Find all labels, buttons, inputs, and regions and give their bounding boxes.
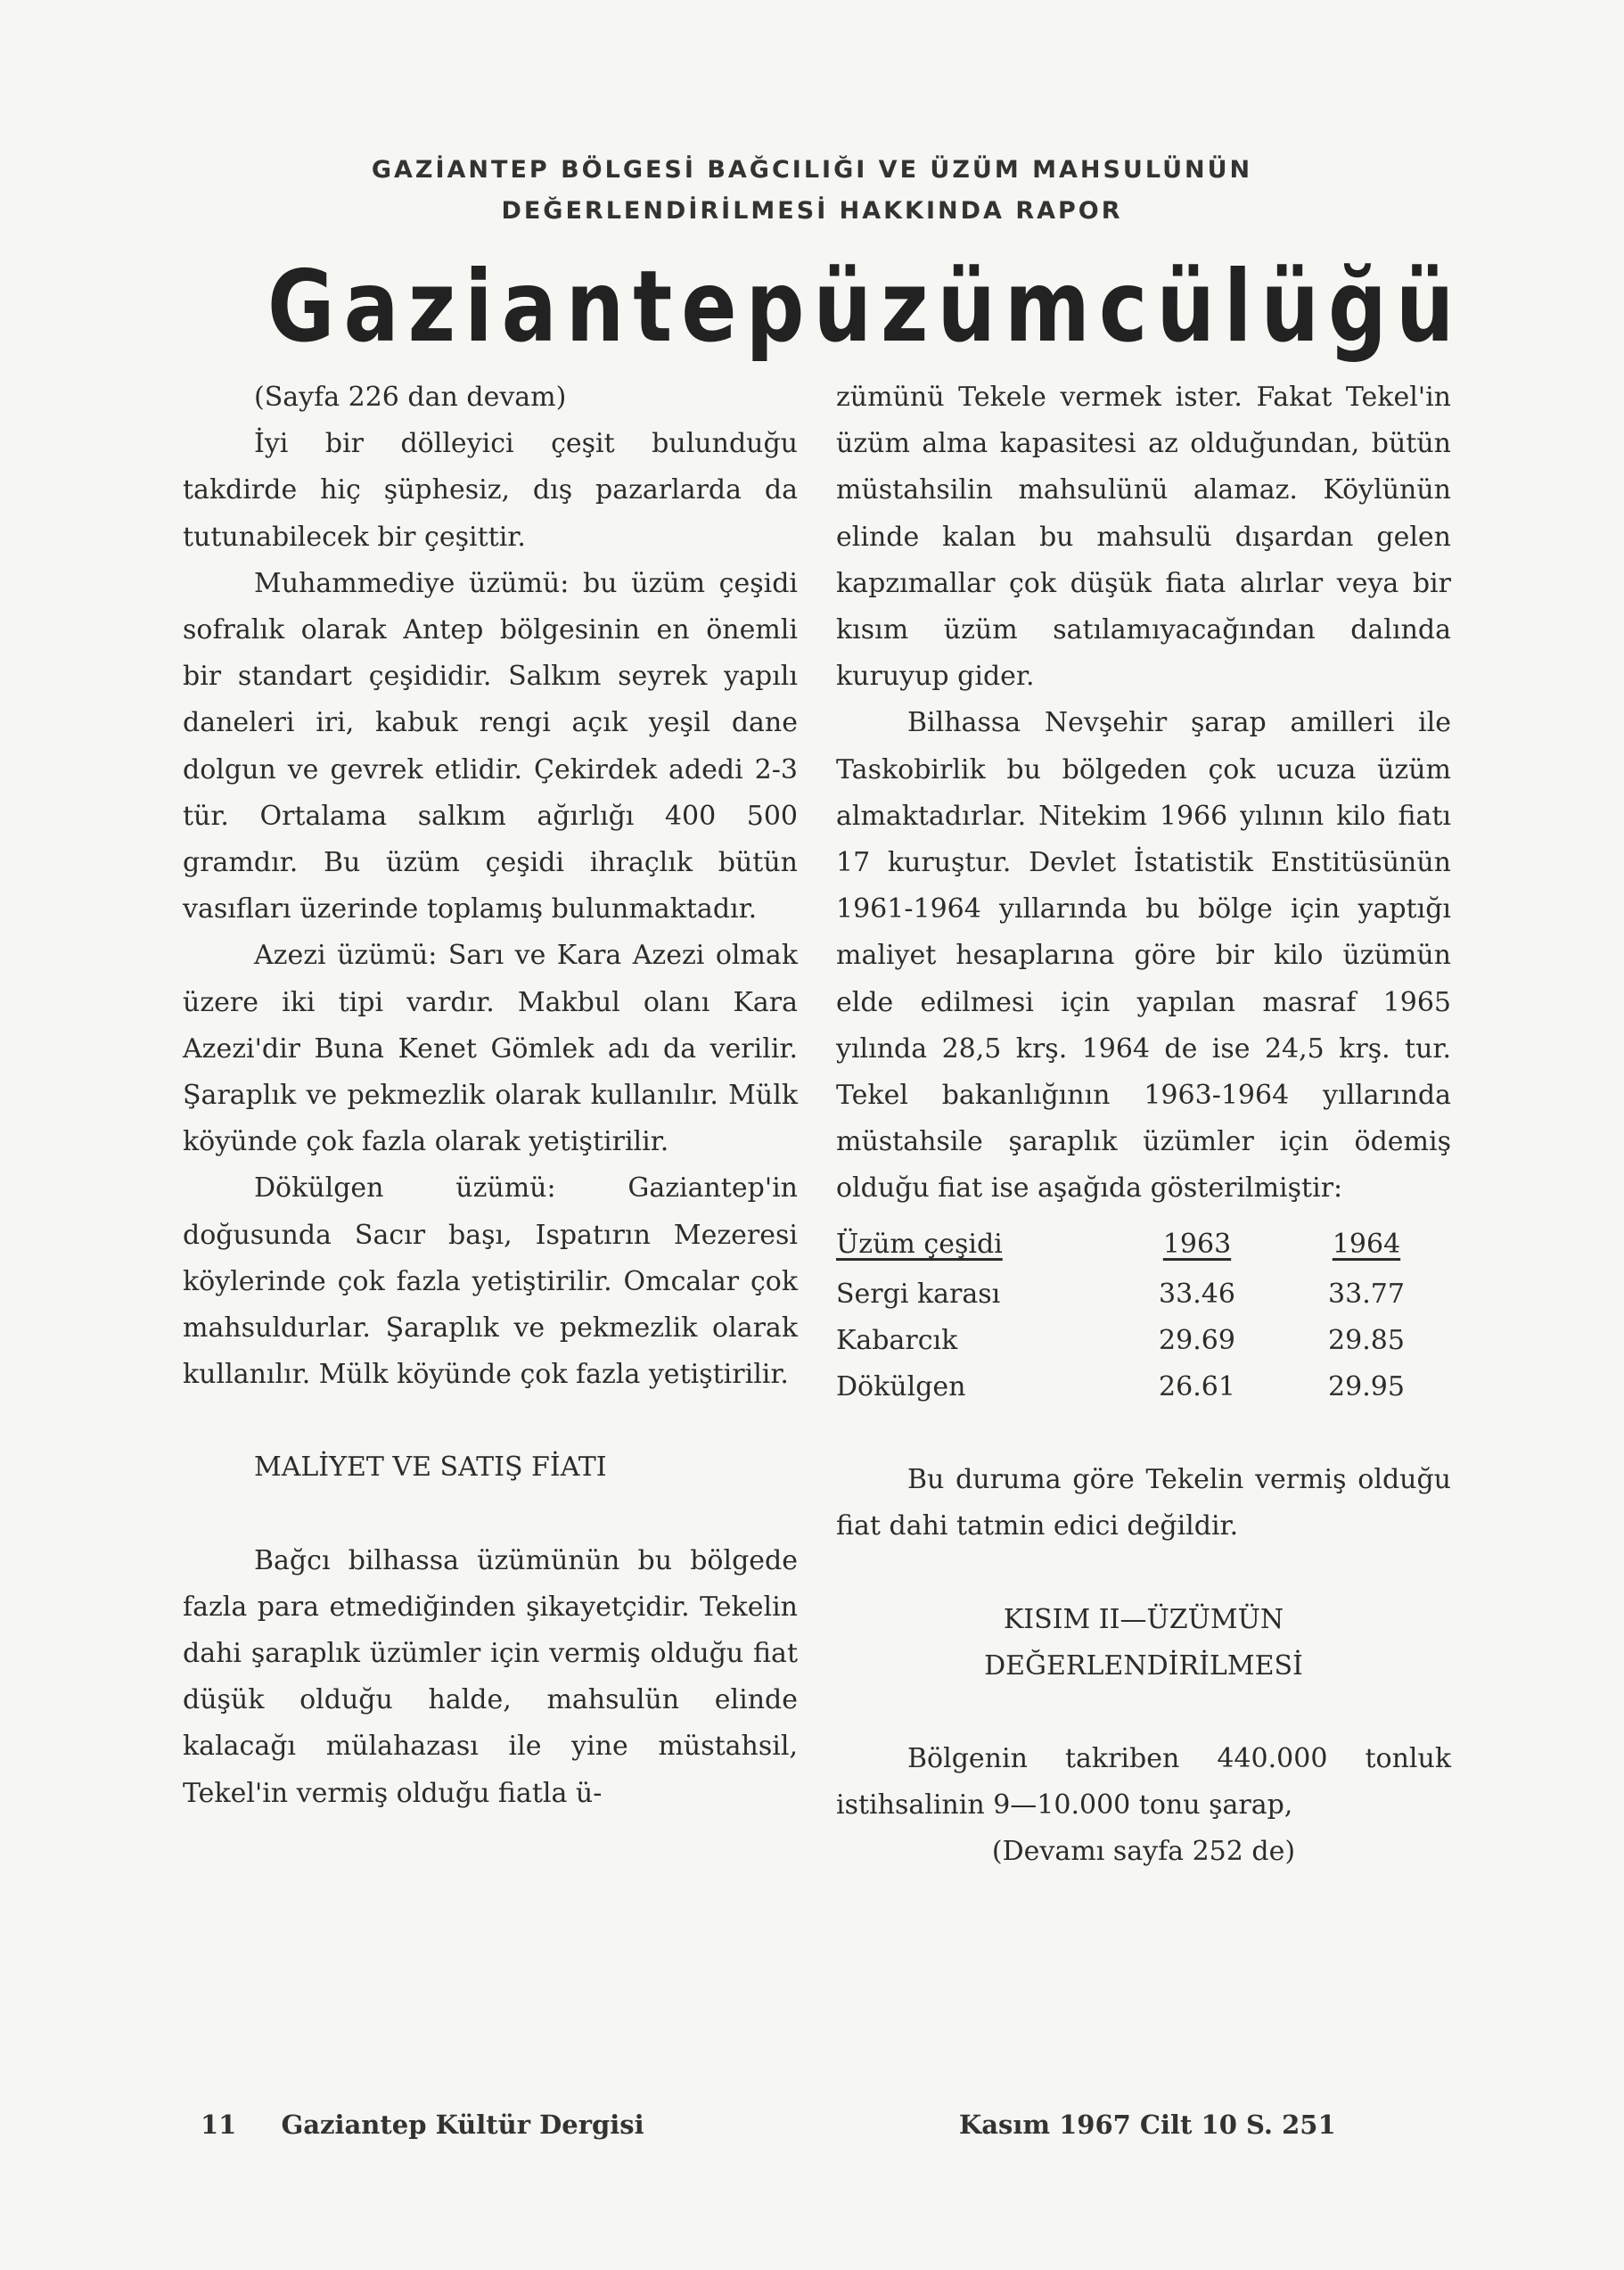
- continued-from-note: (Sayfa 226 dan devam): [254, 382, 567, 413]
- right-column: [836, 374, 1451, 1876]
- table-cell: 33.77: [1328, 1278, 1405, 1310]
- report-header: [0, 150, 1624, 232]
- title-word-1: Gaziantep: [267, 250, 814, 365]
- table-cell: 26.61: [1159, 1371, 1235, 1403]
- page-number: 11: [201, 2110, 237, 2140]
- footer-right: [959, 2110, 1372, 2140]
- issue-info: Kasım 1967 Cilt 10 S. 251: [959, 2110, 1336, 2140]
- paragraph: Azezi üzümü: Sarı ve Kara Azezi olmak üzere iki tipi vardır. Makbul olanı Kara Azezi'dir Buna Kenet Gömlek adı da verilir. Şaraplık ve pekmezlik olarak kullanılır. Mülk köyünde çok fazla olarak yetiştirilir.: [183, 940, 798, 1158]
- table-header-cell: 1964: [1332, 1228, 1401, 1260]
- paragraph: Bağcı bilhassa üzümünün bu bölgede fazla para etmediğinden şikayetçidir. Tekelin dahi şaraplık üzümler için vermiş olduğu fiat düşük olduğu halde, mahsulün elinde kalacağı mülahazası ile yine müstahsil, Tekel'in vermiş olduğu fiatla ü-: [183, 1544, 798, 1809]
- table-cell: 29.95: [1328, 1371, 1405, 1403]
- table-cell: Sergi karası: [836, 1278, 1001, 1310]
- footer-left: [201, 2110, 680, 2140]
- journal-name: Gaziantep Kültür Dergisi: [281, 2110, 644, 2140]
- table-cell: 29.69: [1159, 1324, 1235, 1356]
- paragraph: Muhammediye üzümü: bu üzüm çeşidi sofralık olarak Antep bölgesinin en önemli bir standart çeşididir. Salkım seyrek yapılı daneleri iri, kabuk rengi açık yeşil dane dolgun ve gevrek etlidir. Çekirdek adedi 2-3 tür. Ortalama salkım ağırlığı 400 500 gramdır. Bu üzüm çeşidi ihraçlık bütün vasıfları üzerinde toplamış bulunmaktadır.: [183, 567, 798, 925]
- header-line-2: DEĞERLENDİRİLMESİ HAKKINDA RAPOR: [501, 197, 1123, 225]
- price-table: [836, 1218, 1451, 1411]
- section-title-line-1: KISIM II—ÜZÜMÜN: [1003, 1603, 1284, 1635]
- table-header-cell: 1963: [1162, 1228, 1232, 1260]
- section-title: MALİYET VE SATIŞ FİATI: [254, 1452, 607, 1484]
- paragraph: Bu duruma göre Tekelin vermiş olduğu fiat dahi tatmin edici değildir.: [836, 1464, 1451, 1542]
- article-title: [267, 250, 1464, 365]
- table-header-row: [836, 1218, 1451, 1271]
- continued-to-note: (Devamı sayfa 252 de): [991, 1836, 1296, 1868]
- paragraph: İyi bir dölleyici çeşit bulunduğu takdirde hiç şüphesiz, dış pazarlarda da tutunabilecek bir çeşittir.: [183, 428, 798, 553]
- title-word-2: üzümcülüğü: [813, 250, 1464, 365]
- paragraph: zümünü Tekele vermek ister. Fakat Tekel'in üzüm alma kapasitesi az olduğundan, bütün müstahsilin mahsulünü alamaz. Köylünün elinde kalan bu mahsulü dışardan gelen kapzımallar çok düşük fiata alırlar veya bir kısım üzüm satılamıyacağından dalında kuruyup gider.: [836, 382, 1451, 693]
- table-cell: 29.85: [1328, 1324, 1405, 1356]
- table-cell: Dökülgen: [836, 1371, 966, 1403]
- table-header-cell: Üzüm çeşidi: [836, 1228, 1003, 1260]
- table-cell: Kabarcık: [836, 1324, 958, 1356]
- paragraph: Bilhassa Nevşehir şarap amilleri ile Taskobirlik bu bölgeden çok ucuza üzüm almaktadırlar. Nitekim 1966 yılının kilo fiatı 17 kuruştur. Devlet İstatistik Enstitüsünün 1961-1964 yıllarında bu bölge için yaptığı maliyet hesaplarına göre bir kilo üzümün elde edilmesi için yapılan masraf 1965 yılında 28,5 krş. 1964 de ise 24,5 krş. tur. Tekel bakanlığının 1963-1964 yıllarında müstahsile şaraplık üzümler için ödemiş olduğu fiat ise aşağıda gösterilmiştir:: [836, 707, 1451, 1205]
- left-column: [183, 374, 798, 1817]
- paragraph: Bölgenin takriben 440.000 tonluk istihsalinin 9—10.000 tonu şarap,: [836, 1743, 1451, 1822]
- section-title-line-2: DEĞERLENDİRİLMESİ: [984, 1649, 1303, 1682]
- header-line-1: GAZİANTEP BÖLGESİ BAĞCILIĞI VE ÜZÜM MAHSULÜNÜN: [371, 156, 1253, 184]
- table-row: [836, 1271, 1451, 1318]
- table-cell: 33.46: [1159, 1278, 1235, 1310]
- table-row: [836, 1318, 1451, 1364]
- table-row: [836, 1364, 1451, 1411]
- paragraph: Dökülgen üzümü: Gaziantep'in doğusunda Sacır başı, Ispatırın Mezeresi köylerinde çok fazla yetiştirilir. Omcalar çok mahsuldurlar. Şaraplık ve pekmezlik olarak kullanılır. Mülk köyünde çok fazla yetiştirilir.: [183, 1172, 798, 1391]
